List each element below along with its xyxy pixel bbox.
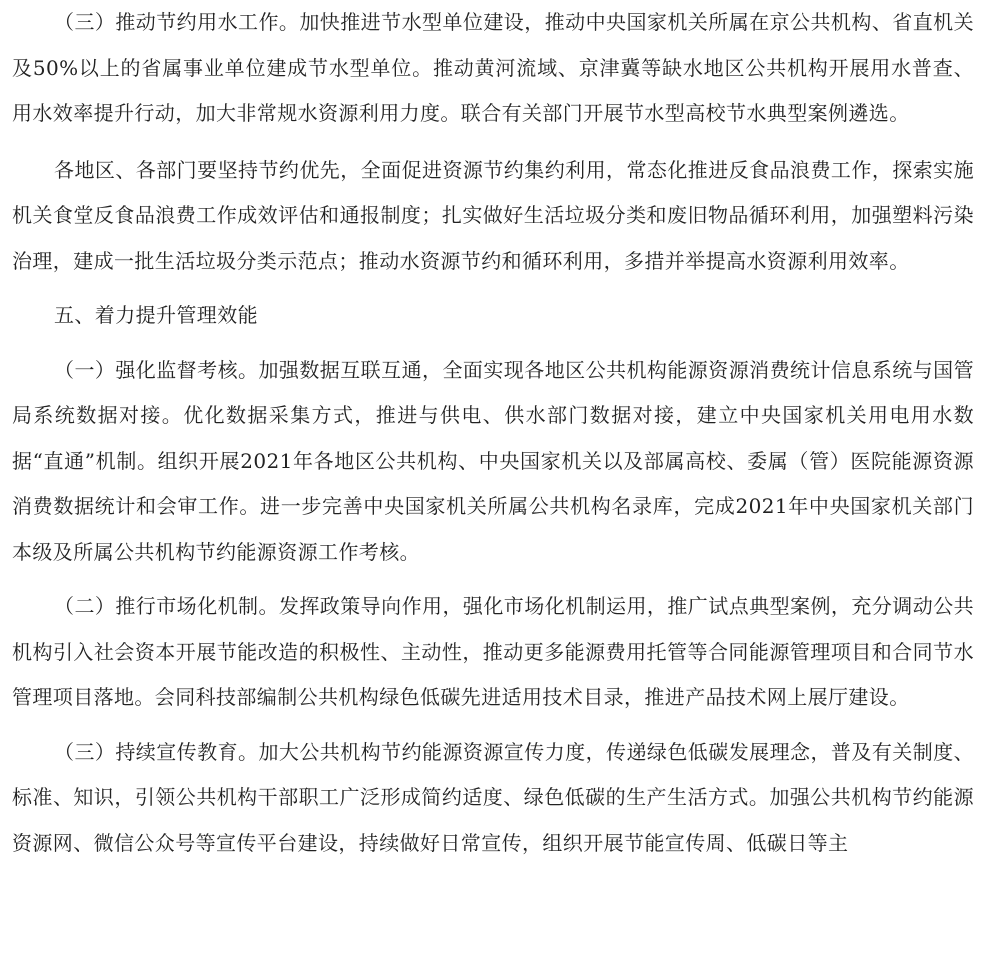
paragraph-market-mechanism: （二）推行市场化机制。发挥政策导向作用，强化市场化机制运用，推广试点典型案例，充分调动公共机构引入社会资本开展节能改造的积极性、主动性，推动更多能源费用托管等合同能源管理项目和合同节水管理项目落地。会同科技部编制公共机构绿色低碳先进适用技术目录，推进产品技术网上展厅建设。: [12, 594, 974, 709]
paragraph-resource-conservation: 各地区、各部门要坚持节约优先，全面促进资源节约集约利用，常态化推进反食品浪费工作，探索实施机关食堂反食品浪费工作成效评估和通报制度；扎实做好生活垃圾分类和废旧物品循环利用，加强塑料污染治理，建成一批生活垃圾分类示范点；推动水资源节约和循环利用，多措并举提高水资源利用效率。: [12, 157, 974, 273]
paragraph-publicity-education: （三）持续宣传教育。加大公共机构节约能源资源宣传力度，传递绿色低碳发展理念，普及有关制度、标准、知识，引领公共机构干部职工广泛形成简约适度、绿色低碳的生产生活方式。加强公共机构节约能源资源网、微信公众号等宣传平台建设，持续做好日常宣传，组织开展节能宣传周、低碳日等主: [12, 739, 974, 855]
paragraph-supervision-assessment: （一）强化监督考核。加强数据互联互通，全面实现各地区公共机构能源资源消费统计信息系统与国管局系统数据对接。优化数据采集方式，推进与供电、供水部门数据对接，建立中央国家机关用电用水数据“直通”机制。组织开展2021年各地区公共机构、中央国家机关以及部属高校、委属（管）医院能源资源消费数据统计和会审工作。进一步完善中央国家机关所属公共机构名录库，完成2021年中央国家机关部门本级及所属公共机构节约能源资源工作考核。: [12, 357, 974, 564]
document-body: [12, 0, 974, 866]
section-heading-management-efficiency: 五、着力提升管理效能: [54, 303, 258, 327]
paragraph-water-saving: （三）推动节约用水工作。加快推进节水型单位建设，推动中央国家机关所属在京公共机构、省直机关及50%以上的省属事业单位建成节水型单位。推动黄河流域、京津冀等缺水地区公共机构开展用水普查、用水效率提升行动，加大非常规水资源利用力度。联合有关部门开展节水型高校节水典型案例遴选。: [12, 10, 974, 125]
